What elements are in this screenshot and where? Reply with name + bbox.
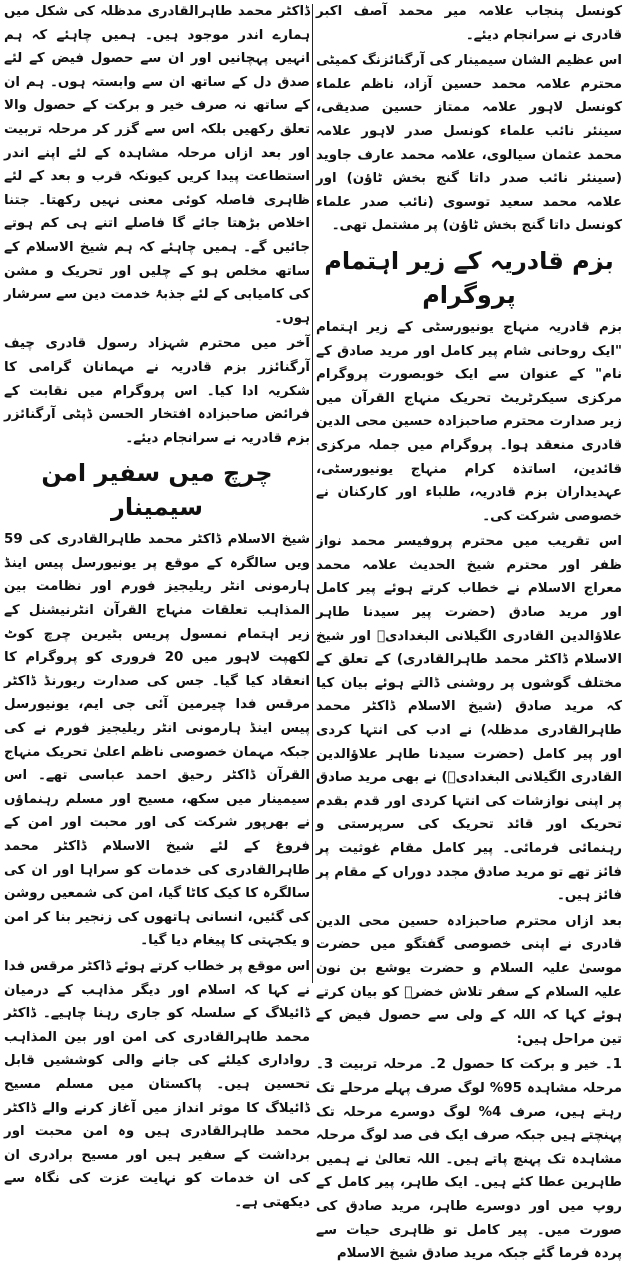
- column-divider: [312, 4, 313, 983]
- right-paragraph-3: بزم قادریہ منہاج یونیورسٹی کے زیر اہتمام "ایک روحانی شام پیر کامل اور مرید صادق کے نام" کے عنوان سے ایک خوبصورت پروگرام مرکزی سیکرٹریٹ تحریک منہاج القرآن میں زیر صدارت محترم صاحبزادہ حسین محی الدین قادری منعقد ہوا۔ پروگرام میں جملہ مرکزی قائدین، اساتذہ کرام منہاج یونیورسٹی، عہدیداران بزم قادریہ، طلباء اور کارکنان نے خصوصی شرکت کی۔: [316, 319, 622, 524]
- right-paragraph-1: کونسل پنجاب علامہ میر محمد آصف اکبر قادری نے سرانجام دیئے۔: [316, 4, 622, 43]
- church-peace-seminar-heading: [4, 456, 310, 524]
- heading-text: چرچ میں سفیر امن سیمینار: [41, 459, 273, 522]
- right-paragraph-6: 1۔ خیر و برکت کا حصول 2۔ مرحلہ تربیت 3۔ مرحلہ مشاہدہ 95% لوگ صرف پہلے مرحلے تک رہتے ہیں، صرف 4% لوگ دوسرے مرحلہ تک پہنچتے ہیں جبکہ صرف ایک فی صد لوگ مرحلہ مشاہدہ تک پہنچ پاتے ہیں۔ اللہ تعالیٰ نے ہمیں طاہرین عطا کئے ہیں۔ ایک طاہر، پیر کامل کے روپ میں اور دوسرے طاہر، مرید صادق کی صورت میں۔ پیر کامل تو ظاہری حیات سے پردہ فرما گئے جبکہ مرید صادق شیخ الاسلام: [316, 1057, 622, 1262]
- left-paragraph-2: آخر میں محترم شہزاد رسول قادری چیف آرگنائزر بزم قادریہ نے مہمانان گرامی کا شکریہ ادا کیا۔ اس پروگرام میں نقابت کے فرائض صاحبزادہ افتخار الحسن ڈپٹی آرگنائزر بزم قادریہ نے سرانجام دیئے۔: [4, 336, 310, 446]
- heading-text: بزم قادریہ کے زیر اہتمام پروگرام: [324, 246, 614, 309]
- right-column: [316, 0, 622, 1262]
- right-paragraph-5: بعد ازاں محترم صاحبزادہ حسین محی الدین قادری نے اپنی خصوصی گفتگو میں حضرت موسیٰ علیہ السلام و حضرت یوشع بن نون علیہ السلام کے سفر تلاش خضرؑ کو بیان کرتے ہوئے کہا کہ اللہ کے ولی سے حصول فیض کے تین مراحل ہیں:: [316, 913, 622, 1047]
- bazm-qadria-heading: [316, 244, 622, 312]
- left-column: [4, 0, 310, 1210]
- right-paragraph-2: اس عظیم الشان سیمینار کی آرگنائزنگ کمیٹی محترم علامہ محمد حسین آزاد، ناظم علماء کونسل لاہور علامہ ممتاز حسین صدیقی، سینئر نائب علماء کونسل صدر لاہور علامہ محمد عثمان سیالوی، علامہ محمد عارف جاوید (سینئر نائب صدر داتا گنج بخش ٹاؤن) اور علامہ محمد سعید توسوی (نائب صدر علماء کونسل داتا گنج بخش ٹاؤن) پر مشتمل تھی۔: [316, 53, 622, 234]
- left-paragraph-4: اس موقع پر خطاب کرتے ہوئے ڈاکٹر مرقس فدا نے کہا کہ اسلام اور دیگر مذاہب کے درمیان ڈائیلاگ کے سلسلہ کو جاری رہنا چاہیے۔ ڈاکٹر محمد طاہرالقادری کی امن اور بین المذاہب رواداری کیلئے کی جانے والی کوششیں قابل تحسین ہیں۔ پاکستان میں مسلم مسیح ڈائیلاگ کا موثر انداز میں آغاز کرنے والے ڈاکٹر محمد طاہرالقادری ہیں وہ امن محبت اور برداشت کے سفیر ہیں اور مسیح برادری ان کی ان خدمات کو نہایت عزت کی نگاہ سے دیکھتی ہے۔: [4, 958, 310, 1210]
- left-paragraph-1: ڈاکٹر محمد طاہرالقادری مدظلہ کی شکل میں ہمارے اندر موجود ہیں۔ ہمیں چاہئے کہ ہم انہیں پہچانیں اور ان سے حصول فیض کے لئے صدق دل کے ساتھ ان سے وابستہ ہوں۔ ہم ان کے ساتھ نہ صرف خیر و برکت کے حصول والا تعلق رکھیں بلکہ اس سے گزر کر مرحلہ تربیت اور بعد ازاں مرحلہ مشاہدہ کے لئے اپنے اندر استطاعت پیدا کریں کیونکہ قرب و بعد کے لئے ظاہری فاصلہ کوئی معنی نہیں رکھتا۔ جتنا اخلاص بڑھتا جائے گا فاصلے اتنے ہی کم ہوتے جائیں گے۔ ہمیں چاہئے کہ ہم شیخ الاسلام کے ساتھ مخلص ہو کے چلیں اور تحریک و مشن کی کامیابی کے لئے جذبۂ خدمت دین سے سرشار ہوں۔: [4, 4, 310, 326]
- right-paragraph-4: اس تقریب میں محترم پروفیسر محمد نواز ظفر اور محترم شیخ الحدیث علامہ محمد معراج الاسلام نے خطاب کرتے ہوئے پیر کامل اور مرید صادق (حضرت پیر سیدنا طاہر علاؤالدین القادری الگیلانی البغدادیؒ اور شیخ الاسلام ڈاکٹر محمد طاہرالقادری) کے تعلق کے مختلف گوشوں پر روشنی ڈالتے ہوئے بیان کیا کہ مرید صادق (شیخ الاسلام ڈاکٹر محمد طاہرالقادری مدظلہ) نے ادب کی انتہا کردی اور پیر کامل (حضرت سیدنا طاہر علاؤالدین القادری الگیلانی البغدادیؒ) نے بھی مرید صادق پر اپنی نوازشات کی انتہا کردی اور قدم بقدم تحریک اور قائد تحریک کی سرپرستی و رہنمائی فرمائی۔ پیر کامل مقام غوثیت پر فائز تھے تو مرید صادق مجدد دوراں کے مقام پر فائز ہیں۔: [316, 534, 622, 904]
- left-paragraph-3: شیخ الاسلام ڈاکٹر محمد طاہرالقادری کی 59 ویں سالگرہ کے موقع پر یونیورسل پیس اینڈ ہارمونی انٹر ریلیجیز فورم اور نظامت بین المذاہب تعلقات منہاج القرآن انٹرنیشنل کے زیر اہتمام نمسول پریس بٹیرین چرچ کوٹ لکھپت لاہور میں 20 فروری کو پروگرام کا انعقاد کیا گیا۔ جس کی صدارت ریورنڈ ڈاکٹر مرقس فدا چیرمین آئی جی ایم، یونیورسل پیس اینڈ ہارمونی انٹر ریلیجیز فورم نے کی جبکہ مہمان خصوصی ناظم اعلیٰ تحریک منہاج القرآن ڈاکٹر رحیق احمد عباسی تھے۔ اس سیمینار میں سکھ، مسیح اور مسلم رہنماؤں نے بھرپور شرکت کی اور محبت اور امن کے فروغ کے لئے شیخ الاسلام ڈاکٹر محمد طاہرالقادری کی خدمات کو سراہا اور ان کی سالگرہ کا کیک کاٹا گیا، امن کی شمعیں روشن کی گئیں، انسانی ہاتھوں کی زنجیر بنا کر امن و یکجہتی کا پیغام دیا گیا۔: [4, 532, 310, 949]
